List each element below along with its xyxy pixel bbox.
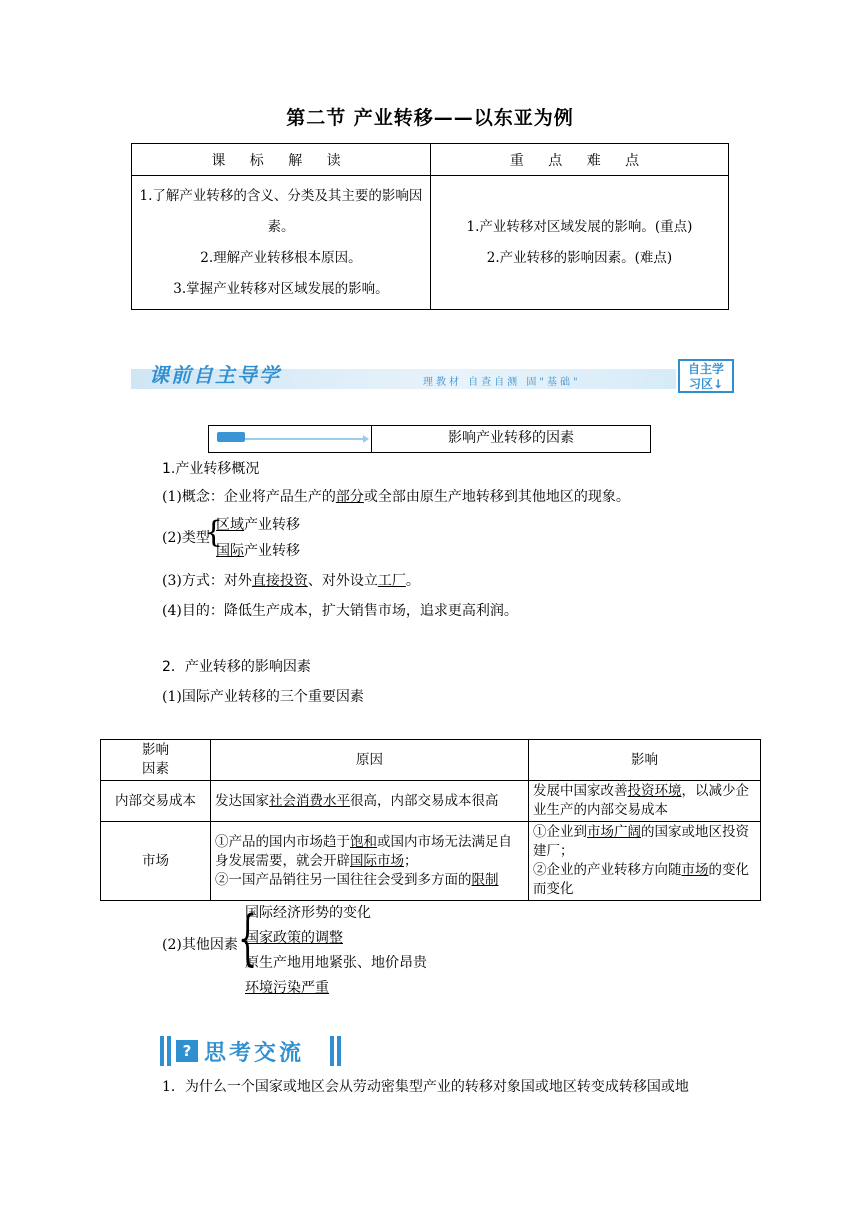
blank-answer: 部分 [335,489,364,505]
other-factor: 国家政策的调整 [245,930,343,946]
section-banner [131,357,737,397]
blank-answer: 直接投资 [251,573,308,589]
bar-icon [330,1036,334,1066]
header-factor: 影响 因素 [101,740,211,781]
effect-cell: ①企业到市场广阔的国家或地区投资建厂； ②企业的产业转移方向随市场的变化而变化 [529,822,761,901]
blank-answer: 投资环境 [627,783,682,799]
curriculum-item: 1.了解产业转移的含义、分类及其主要的影响因素。 [139,187,423,235]
concept-line: (1)概念：企业将产品生产的部分或全部由原生产地转移到其他地区的现象。 [162,489,630,505]
brace-icon: { [204,515,224,550]
bar-icon [160,1036,164,1066]
curriculum-table [131,143,729,310]
blank-answer: 限制 [471,871,499,888]
type-label: (2)类型 [162,530,210,546]
effect-cell: 发展中国家改善投资环境，以减少企业生产的内部交易成本 [529,781,761,822]
header-reason: 原因 [211,740,529,781]
reason-cell: 发达国家社会消费水平很高，内部交易成本很高 [211,781,529,822]
knowledge-point-box [208,425,651,453]
type-item: 国际产业转移 [216,543,300,559]
think-exchange-title: 思考交流 [204,1041,305,1066]
other-factor: 环境污染严重 [245,980,329,996]
other-factor: 原生产地用地紧张、地价昂贵 [245,955,427,971]
knowledge-point-marker [209,426,372,452]
question-icon: ? [176,1040,198,1062]
blank-answer: 国际 [216,543,244,559]
question-text: 1．为什么一个国家或地区会从劳动密集型产业的转移对象国或地区转变成转移国或地 [162,1079,689,1095]
header-curriculum: 课 标 解 读 [132,144,431,176]
factor-cell: 内部交易成本 [101,781,211,822]
subsection-heading: (2)其他因素 [162,937,238,953]
curriculum-item: 3.掌握产业转移对区域发展的影响。 [173,280,389,297]
section-heading: 1.产业转移概况 [162,461,260,477]
method-line: (3)方式：对外直接投资、对外设立工厂。 [162,573,420,589]
curriculum-cell [132,176,431,310]
banner-subtitle: 理教材 自查自测 固"基础" [423,377,581,388]
type-item: 区域产业转移 [216,517,300,533]
blank-answer: 工厂 [377,573,406,589]
goal-line: (4)目的：降低生产成本，扩大销售市场，追求更高利润。 [162,603,518,619]
header-key-points: 重 点 难 点 [431,144,729,176]
down-arrow-icon: ↓ [712,377,724,391]
blank-answer: 区域 [216,517,244,533]
blank-answer: 市场广阔 [587,824,641,840]
knowledge-point-title: 影响产业转移的因素 [448,430,574,446]
bar-icon [167,1036,171,1066]
other-factor: 国际经济形势的变化 [245,905,371,921]
self-study-tag: 自主学 习区↓ [678,359,734,393]
key-point-item: 1.产业转移对区域发展的影响。(重点) [466,218,693,235]
banner-title: 课前自主导学 [149,363,281,387]
blank-answer: 市场 [681,862,709,878]
key-point-item: 2.产业转移的影响因素。(难点) [486,249,673,266]
curriculum-item: 2.理解产业转移根本原因。 [200,249,362,266]
reason-cell: ①产品的国内市场趋于饱和或国内市场无法满足自身发展需要，就会开辟国际市场； ②一国产品销往另一国往往会受到多方面的限制 [211,822,529,901]
tab-icon [217,432,245,442]
page-title: 第二节 产业转移——以东亚为例 [286,107,574,129]
blank-answer: 社会消费水平 [269,792,350,809]
header-effect: 影响 [529,740,761,781]
subsection-heading: (1)国际产业转移的三个重要因素 [162,689,364,705]
blank-answer: 饱和 [350,833,377,850]
blank-answer: 国际市场 [350,852,404,869]
brace-icon: { [238,903,258,973]
bar-icon [337,1036,341,1066]
key-points-cell [431,176,729,310]
section-heading: 2．产业转移的影响因素 [162,659,311,675]
factors-table [100,739,761,901]
factor-cell: 市场 [101,822,211,901]
